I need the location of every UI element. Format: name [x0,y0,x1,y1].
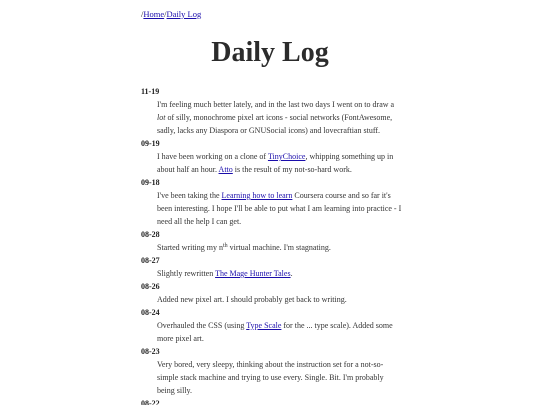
tinychoice-link[interactable]: TinyChoice [267,152,306,161]
breadcrumb-separator: / [164,9,167,19]
breadcrumb-separator: / [141,9,144,19]
entry-date: 08-23 [141,347,160,356]
entry-text-part: Overhauled the CSS (using [157,321,247,330]
entry-date: 08-26 [141,282,160,291]
entry-text [157,98,403,137]
entry-date: 09-18 [141,178,160,187]
entry-text-part: I'm feeling much better lately, and in the last two days I went on to draw a [157,100,395,109]
entry-text [157,358,403,397]
entry-text-part: , whipping something up in about half an hour. [157,152,394,174]
entry-text-part: I've been taking the [157,191,222,200]
entry-text [157,150,403,176]
entry-date: 08-28 [141,230,160,239]
entry-text-part: Added new pixel art. I should probably get back to writing. [157,295,347,304]
entry-text-part: Slightly rewritten [157,269,216,278]
breadcrumb-home-link[interactable]: Home [143,9,165,19]
entry-text-part: of silly, monochrome pixel art icons - social networks (FontAwesome, sadly, lacks any Diaspora or GNUSocial icons) and lovecraftian stuff. [157,113,393,135]
entry-superscript: th [223,243,228,249]
breadcrumb [141,9,201,20]
entry-text [157,241,403,254]
entry-date: 08-22 [141,399,160,405]
entry-text-part: I have been working on a clone of [157,152,268,161]
entry-emphasis: lot [157,113,166,122]
entry-text-part: is the result of my not-so-hard work. [232,165,352,174]
entry-text-part: Very bored, very sleepy, thinking about the instruction set for a not-so-simple stack machine and trying to use every. Single. Bit. I'm probably being silly. [157,360,384,395]
entry-text [157,293,403,306]
entry-date: 08-24 [141,308,160,317]
log-list [141,85,403,405]
type-scale-link[interactable]: Type Scale [246,321,282,330]
entry-text-part: . [290,269,293,278]
entry-text-part: Started writing my n [157,243,223,252]
learning-how-to-learn-link[interactable]: Learning how to learn [221,191,293,200]
page-title: Daily Log [211,37,329,68]
entry-text [157,189,403,228]
breadcrumb-daily-log-link[interactable]: Daily Log [166,9,202,19]
entry-text-part: for the ... type scale). Added some more pixel art. [157,321,393,343]
entry-text [157,319,403,345]
entry-text [157,267,403,280]
entry-date: 08-27 [141,256,160,265]
entry-text-part: Coursera course and so far it's been interesting. I hope I'll be able to put what I am learning into practice - I need all the help I can get. [157,191,402,226]
entry-text-part: virtual machine. I'm stagnating. [227,243,331,252]
mage-hunter-tales-link[interactable]: The Mage Hunter Tales [215,269,291,278]
atto-link[interactable]: Atto [218,165,233,174]
entry-date: 09-19 [141,139,160,148]
entry-date: 11-19 [141,87,160,96]
